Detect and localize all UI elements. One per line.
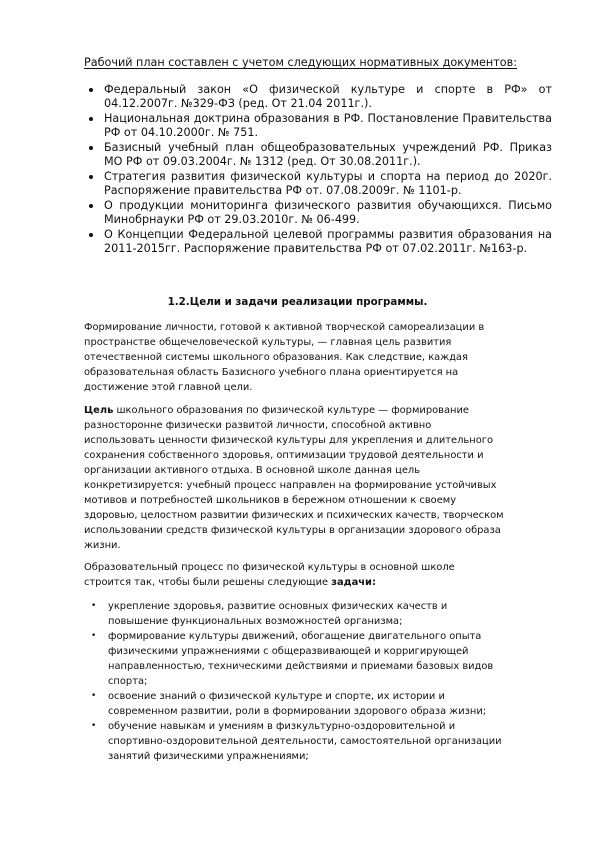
task-item: • укрепление здоровья, развитие основных физических качеств и повышение функциональных возможностей организма; xyxy=(108,599,553,629)
task-item: • формирование культуры движений, обогащение двигательного опыта физическими упражнениями с общеразвивающей и корригирующей направленностью, техническими действиями и приемами базовых видов спорта; xyxy=(108,629,553,689)
task-item: • обучение навыкам и умениям в физкультурно-оздоровительной и спортивно-оздоровительной деятельности, самостоятельной организации занятий физическими упражнениями; xyxy=(108,719,553,764)
task-item: • освоение знаний о физической культуре и спорте, их истории и современном развитии, роли в формировании здорового образа жизни; xyxy=(108,689,553,719)
intro-heading: Рабочий план составлен с учетом следующих нормативных документов: xyxy=(84,56,517,69)
paragraph-tasks-intro xyxy=(84,560,554,590)
regulations-list xyxy=(104,83,552,257)
regulation-item: Национальная доктрина образования в РФ. Постановление Правительства РФ от 04.10.2000г. № 751. xyxy=(104,112,552,139)
paragraph-goal xyxy=(84,403,559,553)
tasks-list xyxy=(108,599,553,764)
regulation-item: Стратегия развития физической культуры и спорта на период до 2020г. Распоряжение правительства РФ от. 07.08.2009г. № 1101-р. xyxy=(104,170,552,197)
tasks-intro-text: Образовательный процесс по физической культуры в основной школе строится так, чтобы были решены следующие xyxy=(84,562,455,588)
regulation-item: О Концепции Федеральной целевой программы развития образования на 2011-2015гг. Распоряжение правительства РФ от 07.02.2011г. №163-р. xyxy=(104,228,552,255)
goal-label: Цель xyxy=(84,405,114,416)
tasks-label: задачи: xyxy=(331,577,376,588)
goal-text: школьного образования по физической культуре — формирование разносторонне физически развитой личности, способной активно использовать ценности физической культуры для укрепления и длительного сохранения собственного здоровья, оптимизации трудовой деятельности и организации активного отдыха. В основной школе данная цель конкретизируется: учебный процесс направлен на формирование устойчивых мотивов и потребностей школьников в бережном отношении к своему здоровью, целостном развитии физических и психических качеств, творческом использовании средств физической культуры в организации здорового образа жизни. xyxy=(84,405,504,551)
regulation-item: О продукции мониторинга физического развития обучающихся. Письмо Минобрнауки РФ от 29.03.2010г. № 06-499. xyxy=(104,199,552,226)
regulation-item: Базисный учебный план общеобразовательных учреждений РФ. Приказ МО РФ от 09.03.2004г. № 1312 (ред. От 30.08.2011г.). xyxy=(104,141,552,168)
section-title: 1.2.Цели и задачи реализации программы. xyxy=(167,296,428,308)
paragraph-main-goal: Формирование личности, готовой к активной творческой самореализации в пространстве общечеловеческой культуры, — главная цель развития отечественной системы школьного образования. Как следствие, каждая образовательная область Базисного учебного плана ориентируется на достижение этой главной цели. xyxy=(84,322,485,393)
regulation-item: Федеральный закон «О физической культуре и спорте в РФ» от 04.12.2007г. №329-ФЗ (ред. От 21.04 2011г.). xyxy=(104,83,552,110)
